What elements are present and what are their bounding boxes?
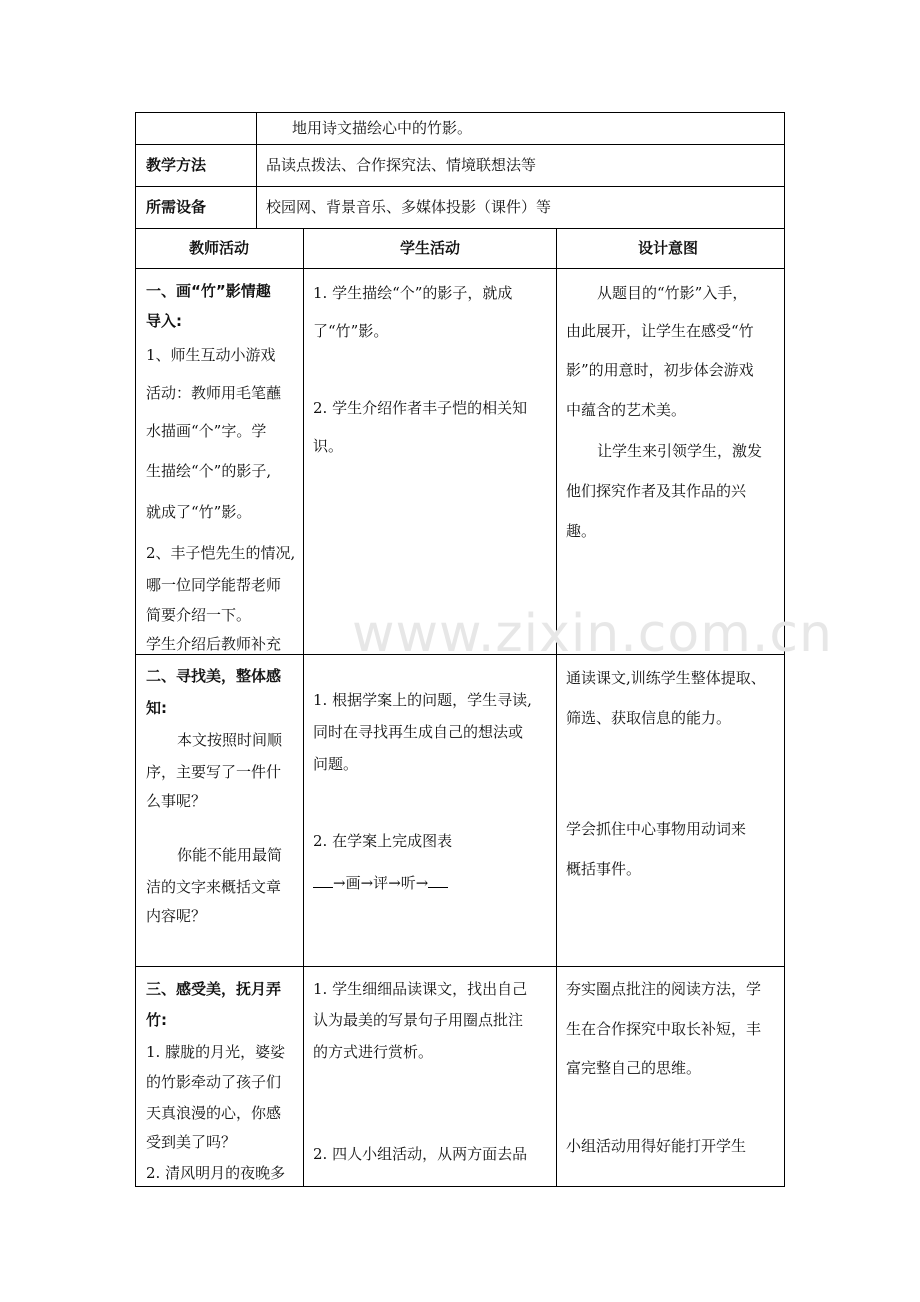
design-line: 生在合作探究中取长补短，丰 <box>566 1020 762 1038</box>
flow-arrow: → <box>360 874 374 892</box>
design-line: 从题目的“竹影”入手， <box>597 284 748 302</box>
flow-arrow: → <box>388 874 401 892</box>
teacher-line: 水描画“个”字。学 <box>146 422 267 440</box>
teacher-line: 活动：教师用毛笔蘸 <box>146 384 282 402</box>
student-line: 同时在寻找再生成自己的想法或 <box>313 723 524 741</box>
teacher-line: 生描绘“个”的影子, <box>146 462 272 480</box>
design-line: 筛选、获取信息的能力。 <box>566 709 732 727</box>
continuation-text: 地用诗文描绘心中的竹影。 <box>292 119 473 137</box>
student-line: 2. 在学案上完成图表 <box>313 832 453 850</box>
design-line: 概括事件。 <box>566 860 642 878</box>
design-line: 他们探究作者及其作品的兴 <box>566 482 747 500</box>
method-label: 教学方法 <box>146 156 207 174</box>
design-line: 富完整自己的思维。 <box>566 1059 702 1077</box>
teacher-line: 本文按照时间顺 <box>177 731 283 749</box>
teacher-line: 简要介绍一下。 <box>146 606 252 624</box>
teacher-line: 1. 朦胧的月光，婆娑 <box>146 1043 286 1061</box>
section1-title-cont: 导入: <box>146 312 182 330</box>
method-value: 品读点拨法、合作探究法、情境联想法等 <box>266 156 537 174</box>
teacher-line: 么事呢？ <box>146 792 207 810</box>
design-line: 影”的用意时，初步体会游戏 <box>566 361 754 379</box>
section3-title-cont: 竹: <box>146 1011 167 1029</box>
design-line: 由此展开，让学生在感受“竹 <box>566 322 754 340</box>
section2-title-cont: 知: <box>146 699 167 717</box>
student-line: 了“竹”影。 <box>313 322 389 340</box>
teacher-line: 哪一位同学能帮老师 <box>146 576 282 594</box>
teacher-line: 的竹影牵动了孩子们 <box>146 1073 282 1091</box>
teacher-line: 受到美了吗？ <box>146 1133 237 1151</box>
student-line: 2. 四人小组活动，从两方面去品 <box>313 1145 528 1163</box>
design-line: 通读课文,训练学生整体提取、 <box>566 669 766 687</box>
flow-blank <box>428 874 448 888</box>
student-line: 问题。 <box>313 755 359 773</box>
student-line: 1. 学生细细品读课文，找出自己 <box>313 980 528 998</box>
teacher-line: 天真浪漫的心，你感 <box>146 1104 282 1122</box>
teacher-line: 洁的文字来概括文章 <box>146 878 282 896</box>
student-line: 1. 根据学案上的问题，学生寻读, <box>313 691 532 709</box>
student-line: 认为最美的写景句子用圈点批注 <box>313 1011 524 1029</box>
equipment-label: 所需设备 <box>146 198 207 216</box>
teacher-line: 序，主要写了一件什 <box>146 763 282 781</box>
teacher-line: 学生介绍后教师补充 <box>146 635 282 653</box>
header-design: 设计意图 <box>638 239 699 257</box>
teacher-line: 就成了“竹”影。 <box>146 503 252 521</box>
teacher-line: 2. 清风明月的夜晚多 <box>146 1164 286 1182</box>
flow-blank <box>313 874 333 888</box>
design-line: 中蕴含的艺术美。 <box>566 401 687 419</box>
design-line: 夯实圈点批注的阅读方法，学 <box>566 980 762 998</box>
teacher-line: 2、丰子恺先生的情况, <box>146 544 296 562</box>
flow-item: 评 <box>373 874 389 892</box>
flow-arrow: → <box>333 874 346 892</box>
design-line: 让学生来引领学生，激发 <box>597 442 763 460</box>
student-line: 2. 学生介绍作者丰子恺的相关知 <box>313 399 528 417</box>
flow-item: 听 <box>400 874 416 892</box>
student-line: 识。 <box>313 437 344 455</box>
section2-title: 二、寻找美，整体感 <box>146 667 282 685</box>
section3-title: 三、感受美，抚月弄 <box>146 980 282 998</box>
watermark: www.zixin.com.cn <box>352 604 833 664</box>
equipment-value: 校园网、背景音乐、多媒体投影（课件）等 <box>266 198 552 216</box>
teacher-line: 你能不能用最简 <box>177 846 283 864</box>
header-teacher: 教师活动 <box>189 239 250 257</box>
flow-arrow: → <box>415 874 429 892</box>
design-line: 趣。 <box>566 522 597 540</box>
teacher-line: 内容呢？ <box>146 907 207 925</box>
design-line: 学会抓住中心事物用动词来 <box>566 820 747 838</box>
student-line: 的方式进行赏析。 <box>313 1043 434 1061</box>
flow-item: 画 <box>345 874 361 892</box>
design-line: 小组活动用得好能打开学生 <box>566 1137 747 1155</box>
header-student: 学生活动 <box>400 239 461 257</box>
teacher-line: 1、师生互动小游戏 <box>146 346 276 364</box>
flow-chart <box>313 874 448 892</box>
student-line: 1. 学生描绘“个”的影子，就成 <box>313 284 513 302</box>
section1-title: 一、画“竹”影情趣 <box>146 282 271 300</box>
